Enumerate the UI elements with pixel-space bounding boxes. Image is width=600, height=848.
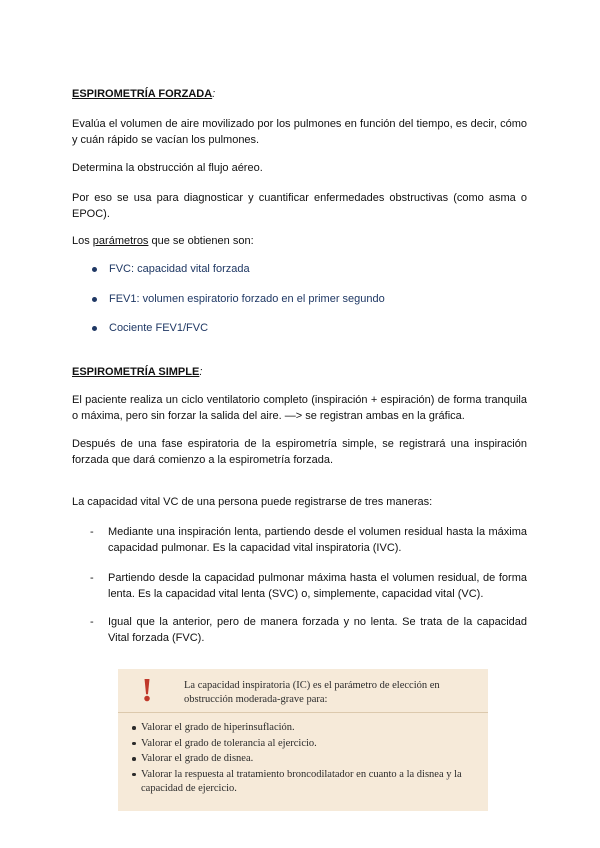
paragraph-obstruction: Determina la obstrucción al flujo aéreo. bbox=[72, 162, 263, 174]
paragraph-parameters bbox=[72, 233, 527, 249]
section-heading-espirometria-simple bbox=[72, 364, 527, 380]
paragraph-simple-cycle: El paciente realiza un ciclo ventilatorio completo (inspiración + espiración) de forma tranquila o máxima, pero sin forzar la salida del aire. —> se registran ambas en la gráfica. bbox=[72, 394, 527, 422]
callout-list-item bbox=[132, 721, 482, 735]
bullet-dot-icon bbox=[132, 773, 136, 777]
dash-list-item bbox=[90, 524, 527, 556]
params-prefix: Los bbox=[72, 235, 93, 247]
list-item bbox=[92, 261, 385, 291]
dash-list-item bbox=[90, 570, 527, 602]
heading-text: ESPIROMETRÍA SIMPLE bbox=[72, 366, 200, 378]
callout-list bbox=[132, 721, 482, 797]
callout-intro: La capacidad inspiratoria (IC) es el parámetro de elección en obstrucción moderada-grave para: bbox=[184, 680, 440, 705]
dash-item-text: Mediante una inspiración lenta, partiendo desde el volumen residual hasta la máxima capacidad pulmonar. Es la capacidad vital inspiratoria (IVC). bbox=[108, 526, 527, 554]
dash-item-text: Partiendo desde la capacidad pulmonar máxima hasta el volumen residual, de forma lenta. Es la capacidad vital lenta (SVC) o, simplemente, capacidad vital (VC). bbox=[108, 572, 527, 600]
list-item bbox=[92, 320, 385, 350]
paragraph-definition: Evalúa el volumen de aire movilizado por los pulmones en función del tiempo, es decir, cómo y cuán rápido se vacían los pulmones. bbox=[72, 118, 527, 146]
callout-item-text: Valorar el grado de hiperinsuflación. bbox=[141, 722, 295, 733]
dash-bullet-icon: - bbox=[90, 616, 94, 628]
bullet-dot-icon bbox=[132, 726, 136, 730]
callout-item-text: Valorar la respuesta al tratamiento broncodilatador en cuanto a la disnea y la capacidad de ejercicio. bbox=[141, 768, 462, 794]
list-item-text: FVC: capacidad vital forzada bbox=[109, 263, 250, 275]
dash-list-item bbox=[90, 614, 527, 646]
params-underlined: parámetros bbox=[92, 235, 149, 247]
list-item-text: FEV1: volumen espiratorio forzado en el primer segundo bbox=[109, 292, 385, 305]
list-item bbox=[92, 291, 385, 321]
section-heading-espirometria-forzada bbox=[72, 86, 527, 102]
bullet-dot-icon bbox=[132, 757, 136, 761]
callout-item-text: Valorar el grado de disnea. bbox=[141, 753, 254, 764]
parameters-list bbox=[92, 261, 385, 350]
exclamation-icon: ! bbox=[141, 672, 153, 709]
heading-colon: : bbox=[212, 88, 216, 100]
dash-bullet-icon: - bbox=[90, 526, 94, 538]
callout-item-text: Valorar el grado de tolerancia al ejercicio. bbox=[141, 737, 317, 749]
paragraph-vital-capacity-intro: La capacidad vital VC de una persona puede registrarse de tres maneras: bbox=[72, 496, 433, 508]
clinical-note-callout bbox=[118, 669, 488, 811]
paragraph-diagnosis: Por eso se usa para diagnosticar y cuantificar enfermedades obstructivas (como asma o EPOC). bbox=[72, 192, 527, 220]
bullet-dot-icon bbox=[92, 267, 97, 272]
params-suffix: que se obtienen son: bbox=[148, 235, 254, 247]
dash-bullet-icon: - bbox=[90, 572, 94, 584]
bullet-dot-icon bbox=[92, 326, 97, 331]
dash-item-text: Igual que la anterior, pero de manera forzada y no lenta. Se trata de la capacidad Vital forzada (FVC). bbox=[108, 616, 527, 644]
heading-text: ESPIROMETRÍA FORZADA bbox=[72, 88, 213, 100]
bullet-dot-icon bbox=[92, 297, 97, 302]
callout-list-item bbox=[132, 768, 482, 796]
callout-list-item bbox=[132, 752, 482, 766]
paragraph-expiratory-phase: Después de una fase espiratoria de la espirometría simple, se registrará una inspiración forzada que dará comienzo a la espirometría forzada. bbox=[72, 438, 527, 466]
heading-colon: : bbox=[199, 366, 203, 378]
bullet-dot-icon bbox=[132, 742, 136, 746]
list-item-text: Cociente FEV1/FVC bbox=[109, 322, 209, 334]
callout-divider bbox=[118, 712, 488, 713]
callout-list-item bbox=[132, 737, 482, 751]
